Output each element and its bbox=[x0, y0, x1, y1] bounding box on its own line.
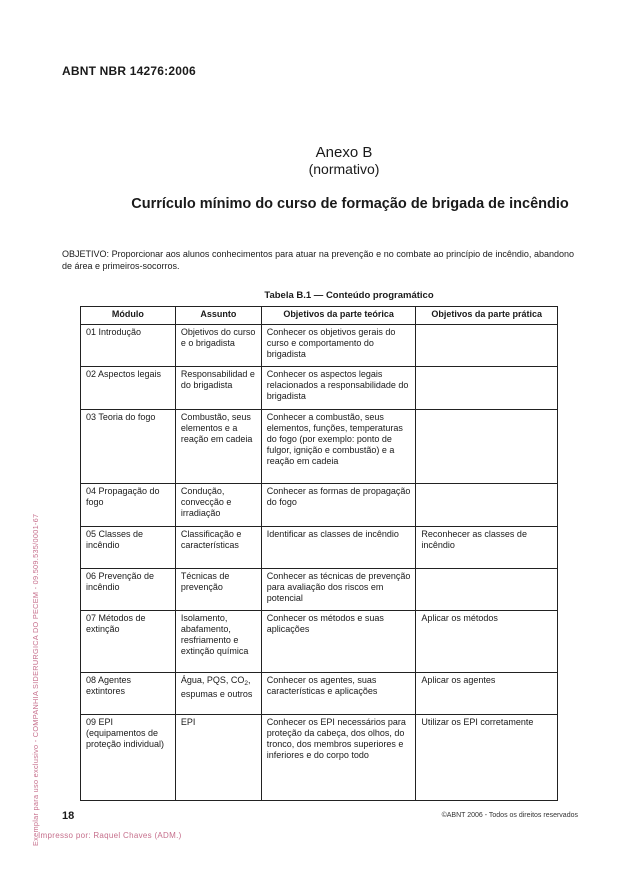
cell-practice bbox=[416, 484, 558, 527]
table-header-row bbox=[81, 307, 558, 325]
objective-paragraph: OBJETIVO: Proporcionar aos alunos conhecimentos para atuar na prevenção e no combate ao princípio de incêndio, abandono de área e primeiros-socorros. bbox=[62, 249, 574, 271]
header-module: Módulo bbox=[81, 307, 176, 325]
cell-module: 06 Prevenção de incêndio bbox=[81, 569, 176, 611]
cell-theory: Conhecer os EPI necessários para proteção da cabeça, dos olhos, do tronco, dos membros superiores e inferiores e do corpo todo bbox=[261, 715, 416, 801]
cell-practice bbox=[416, 410, 558, 484]
cell-subject: Classificação e características bbox=[175, 527, 261, 569]
cell-subject: Objetivos do curso e o brigadista bbox=[175, 325, 261, 367]
table-row bbox=[81, 410, 558, 484]
subscript-two: 2 bbox=[244, 680, 249, 687]
license-watermark: Exemplar para uso exclusivo - COMPANHIA SIDERURGICA DO PECEM - 09.509.535/0001-67 bbox=[31, 513, 40, 846]
header-theory-objectives: Objetivos da parte teórica bbox=[261, 307, 416, 325]
table-row bbox=[81, 527, 558, 569]
annex-heading bbox=[0, 144, 638, 178]
cell-theory: Identificar as classes de incêndio bbox=[261, 527, 416, 569]
cell-practice: Aplicar os métodos bbox=[416, 611, 558, 673]
cell-theory: Conhecer a combustão, seus elementos, funções, temperaturas do fogo (por exemplo: ponto de fulgor, ignição e combustão) e a reação em cadeia bbox=[261, 410, 416, 484]
table-row bbox=[81, 611, 558, 673]
cell-practice: Reconhecer as classes de incêndio bbox=[416, 527, 558, 569]
table-row bbox=[81, 673, 558, 715]
agents-text-b: , espumas e outros bbox=[180, 675, 253, 699]
agents-text-a: Água, PQS, CO bbox=[180, 675, 245, 685]
annex-type: (normativo) bbox=[308, 161, 380, 177]
table-row bbox=[81, 325, 558, 367]
header-practice-objectives: Objetivos da parte prática bbox=[416, 307, 558, 325]
cell-theory: Conhecer os métodos e suas aplicações bbox=[261, 611, 416, 673]
cell-subject: Técnicas de prevenção bbox=[175, 569, 261, 611]
cell-practice bbox=[416, 325, 558, 367]
cell-practice: Utilizar os EPI corretamente bbox=[416, 715, 558, 801]
page-number: 18 bbox=[62, 810, 75, 822]
cell-module: 02 Aspectos legais bbox=[81, 367, 176, 410]
cell-module: 07 Métodos de extinção bbox=[81, 611, 176, 673]
cell-module: 05 Classes de incêndio bbox=[81, 527, 176, 569]
document-title: Currículo mínimo do curso de formação de brigada de incêndio bbox=[131, 196, 569, 212]
cell-module: 04 Propagação do fogo bbox=[81, 484, 176, 527]
cell-module: 08 Agentes extintores bbox=[81, 673, 176, 715]
copyright-notice: ©ABNT 2006 - Todos os direitos reservados bbox=[441, 812, 578, 819]
table-caption: Tabela B.1 — Conteúdo programático bbox=[264, 290, 434, 301]
cell-module: 09 EPI (equipamentos de proteção individual) bbox=[81, 715, 176, 801]
table-row bbox=[81, 484, 558, 527]
cell-theory: Conhecer os objetivos gerais do curso e comportamento do brigadista bbox=[261, 325, 416, 367]
cell-subject: Responsabilidad e do brigadista bbox=[175, 367, 261, 410]
cell-subject: Combustão, seus elementos e a reação em cadeia bbox=[175, 410, 261, 484]
table-row bbox=[81, 715, 558, 801]
header-subject: Assunto bbox=[175, 307, 261, 325]
annex-title: Anexo B bbox=[315, 144, 373, 161]
cell-subject: Isolamento, abafamento, resfriamento e extinção química bbox=[175, 611, 261, 673]
table-row bbox=[81, 569, 558, 611]
cell-module: 01 Introdução bbox=[81, 325, 176, 367]
cell-theory: Conhecer as formas de propagação do fogo bbox=[261, 484, 416, 527]
standard-header: ABNT NBR 14276:2006 bbox=[62, 64, 196, 78]
table-row bbox=[81, 367, 558, 410]
cell-practice: Aplicar os agentes bbox=[416, 673, 558, 715]
cell-theory: Conhecer as técnicas de prevenção para avaliação dos riscos em potencial bbox=[261, 569, 416, 611]
cell-practice bbox=[416, 569, 558, 611]
cell-subject: Condução, convecção e irradiação bbox=[175, 484, 261, 527]
cell-subject: EPI bbox=[175, 715, 261, 801]
curriculum-table bbox=[80, 306, 558, 801]
printed-by-note: Impresso por: Raquel Chaves (ADM.) bbox=[38, 831, 182, 840]
cell-theory: Conhecer os agentes, suas características e aplicações bbox=[261, 673, 416, 715]
cell-theory: Conhecer os aspectos legais relacionados a responsabilidade do brigadista bbox=[261, 367, 416, 410]
cell-module: 03 Teoria do fogo bbox=[81, 410, 176, 484]
cell-subject bbox=[175, 673, 261, 715]
cell-practice bbox=[416, 367, 558, 410]
